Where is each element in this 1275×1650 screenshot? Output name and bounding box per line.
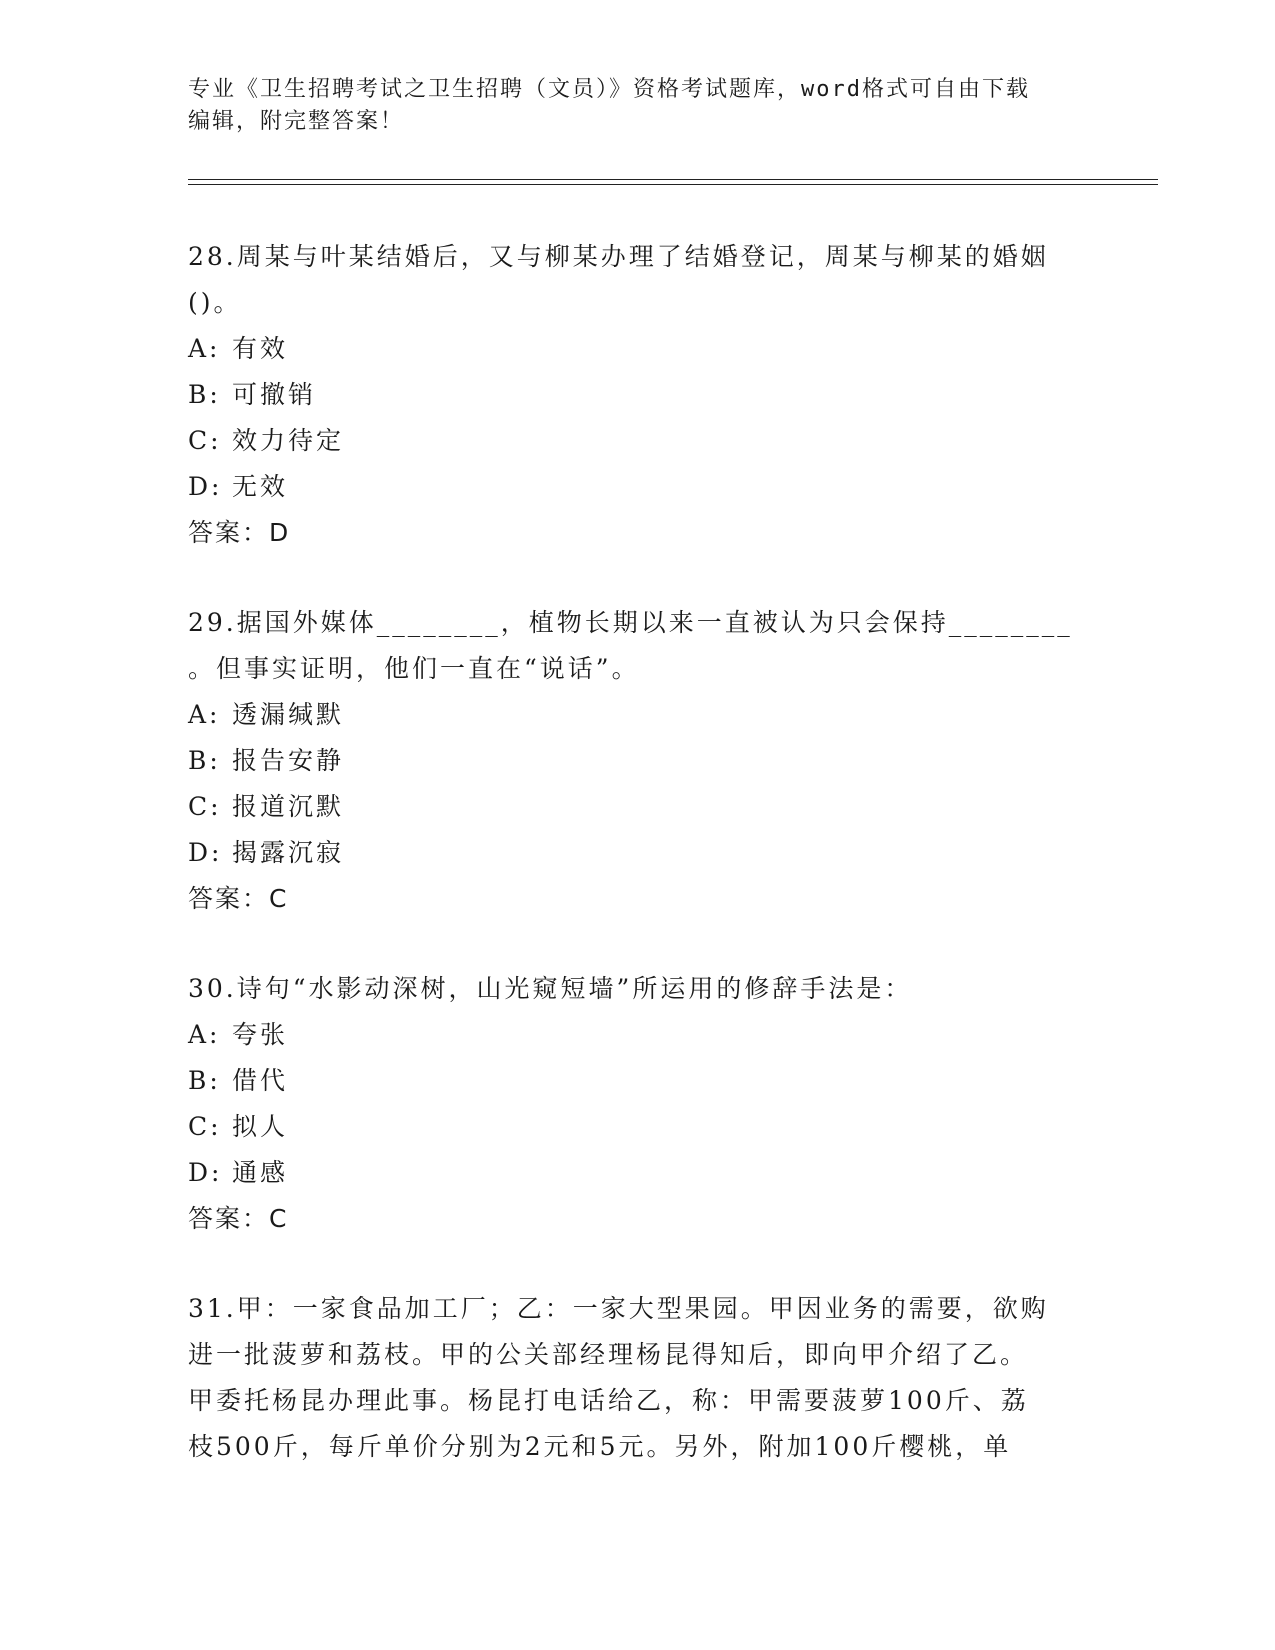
option-d: D: 揭露沉寂 [188,838,345,867]
option-c: C: 报道沉默 [188,792,345,821]
question-stem-line: 29.据国外媒体________，植物长期以来一直被认为只会保持________ [188,608,1073,637]
question-30 [188,966,1088,1242]
question-stem-line: 28.周某与叶某结婚后，又与柳某办理了结婚登记，周某与柳某的婚姻 [188,242,1049,271]
header-divider-top [188,179,1158,180]
question-stem-line: 30.诗句“水影动深树，山光窥短墙”所运用的修辞手法是： [188,974,913,1003]
answer-line: 答案：C [188,1204,289,1233]
option-c: C: 拟人 [188,1112,289,1141]
question-stem-line: 。但事实证明，他们一直在“说话”。 [188,654,640,683]
question-stem-line: 进一批菠萝和荔枝。甲的公关部经理杨昆得知后，即向甲介绍了乙。 [188,1340,1029,1369]
question-stem-line: 甲委托杨昆办理此事。杨昆打电话给乙，称：甲需要菠萝100斤、荔 [188,1386,1029,1415]
answer-line: 答案：C [188,884,289,913]
document-header [188,74,1088,138]
option-a: A: 透漏缄默 [188,700,345,729]
header-divider-bottom [188,184,1158,185]
question-31 [188,1286,1088,1470]
option-b: B: 借代 [188,1066,289,1095]
option-a: A: 有效 [188,334,289,363]
question-list [188,234,1088,1514]
question-29 [188,600,1088,922]
question-28 [188,234,1088,556]
option-d: D: 通感 [188,1158,289,1187]
question-stem-line: 31.甲：一家食品加工厂；乙：一家大型果园。甲因业务的需要，欲购 [188,1294,1049,1323]
question-stem-line: 枝500斤，每斤单价分别为2元和5元。另外，附加100斤樱桃，单 [188,1432,1012,1461]
option-b: B: 可撤销 [188,380,317,409]
option-b: B: 报告安静 [188,746,345,775]
option-d: D: 无效 [188,472,289,501]
header-line-1: 专业《卫生招聘考试之卫生招聘（文员）》资格考试题库，word格式可自由下载 [188,77,1030,102]
answer-line: 答案：D [188,518,291,547]
question-stem-line: ()。 [188,288,242,317]
option-a: A: 夸张 [188,1020,289,1049]
option-c: C: 效力待定 [188,426,345,455]
header-line-2: 编辑，附完整答案！ [188,109,405,134]
